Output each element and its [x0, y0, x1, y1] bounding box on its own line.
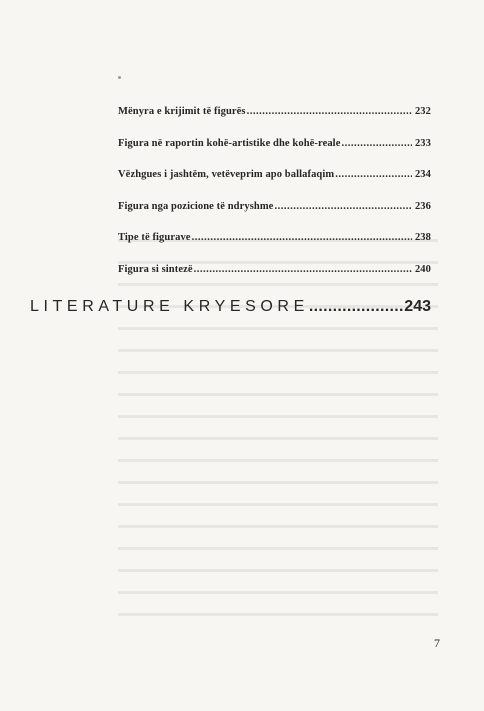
- toc-entry[interactable]: [118, 169, 431, 201]
- toc-entry-title: Tipe të figurave: [118, 232, 191, 243]
- toc-entry-title: Mënyra e krijimit të figurës: [118, 106, 246, 117]
- toc-chapter-entry[interactable]: [30, 298, 431, 316]
- toc-entry-page: 233: [414, 137, 431, 149]
- chapter-page: 243: [404, 298, 431, 315]
- toc-entry-page: 238: [414, 232, 431, 243]
- toc-entry-title: Vëzhgues i jashtëm, vetëveprim apo ballafaqim: [118, 169, 335, 180]
- toc-entry-page: 240: [414, 263, 431, 275]
- toc-entry[interactable]: [118, 138, 431, 170]
- toc-entry-title: Figura nga pozicione të ndryshme: [118, 200, 274, 212]
- table-of-contents: [118, 106, 431, 295]
- dot-leader: [335, 169, 412, 180]
- dot-leader: [247, 106, 412, 117]
- dot-leader: [274, 201, 412, 212]
- dot-leader: [194, 264, 412, 275]
- toc-entry[interactable]: [118, 106, 431, 138]
- dot-leader: [192, 232, 412, 243]
- toc-entry[interactable]: [118, 232, 431, 264]
- chapter-title: LITERATURE KRYESORE: [30, 298, 309, 315]
- toc-entry[interactable]: [118, 201, 431, 233]
- paper-speck: [118, 76, 121, 79]
- toc-entry-page: 232: [414, 106, 431, 117]
- dot-leader: [309, 298, 404, 316]
- toc-entry[interactable]: [118, 264, 431, 296]
- toc-entry-page: 234: [414, 169, 431, 180]
- page-number: 7: [434, 636, 440, 650]
- toc-entry-title: Figura në raportin kohë-artistike dhe kohë-reale: [118, 137, 341, 149]
- dot-leader: [341, 138, 412, 149]
- toc-entry-title: Figura si sintezë: [118, 263, 193, 275]
- toc-entry-page: 236: [414, 200, 431, 212]
